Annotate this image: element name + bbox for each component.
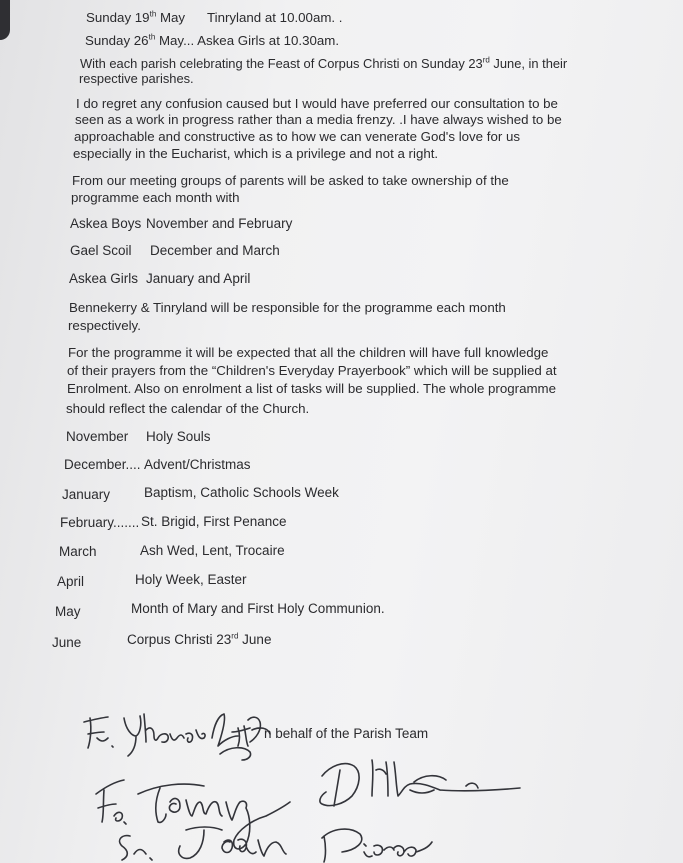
calendar-month: June xyxy=(52,635,82,650)
regret-line-4: especially in the Eucharist, which is a privilege and not a right. xyxy=(73,146,439,161)
regret-line-2: seen as a work in progress rather than a media frenzy. .I have always wished to be xyxy=(75,112,562,127)
signature-fr-thomas-little xyxy=(84,714,270,760)
programme-line-3: Enrolment. Also on enrolment a list of tasks will be supplied. The whole programme xyxy=(67,381,557,396)
programme-line-1: For the programme it will be expected that all the children will have full knowledge xyxy=(68,345,549,360)
signature-sr-joan-pierse xyxy=(120,827,432,862)
calendar-month: November xyxy=(66,429,129,444)
school-name: Gael Scoil xyxy=(70,243,132,258)
signoff-text: n behalf of the Parish Team xyxy=(264,726,429,741)
programme-line-4: should reflect the calendar of the Church. xyxy=(66,401,310,416)
regret-line-3: approachable and constructive as to how we can venerate God's love for us xyxy=(74,129,521,144)
school-name: Askea Boys xyxy=(70,216,142,231)
calendar-theme: St. Brigid, First Penance xyxy=(141,514,287,529)
corpus-paragraph-line-2: respective parishes. xyxy=(79,71,194,86)
school-months: January and April xyxy=(146,271,251,286)
regret-line-1: I do regret any confusion caused but I would have preferred our consultation to be xyxy=(76,96,558,111)
meeting-line-2: programme each month with xyxy=(71,190,240,205)
calendar-theme: Holy Souls xyxy=(146,429,211,444)
schedule-line-1: Sunday 19th May Tinryland at 10.00am. . xyxy=(86,9,343,25)
handwritten-signatures xyxy=(0,690,683,863)
calendar-theme: Ash Wed, Lent, Trocaire xyxy=(140,543,285,558)
calendar-month: February....... xyxy=(60,515,140,530)
programme-line-2: of their prayers from the “Children's Everyday Prayerbook” which will be supplied at xyxy=(67,363,557,378)
schedule-line-2: Sunday 26th May... Askea Girls at 10.30am. xyxy=(85,32,340,48)
calendar-theme: Baptism, Catholic Schools Week xyxy=(144,485,339,500)
meeting-line-1: From our meeting groups of parents will be asked to take ownership of the xyxy=(72,173,509,188)
calendar-month: May xyxy=(55,604,81,619)
bennekerry-line-2: respectively. xyxy=(68,318,141,333)
calendar-month: April xyxy=(57,574,85,589)
calendar-month: January xyxy=(62,487,111,502)
calendar-theme: Corpus Christi 23rd June xyxy=(127,631,272,647)
page-shadow-edge xyxy=(0,0,10,40)
calendar-theme: Advent/Christmas xyxy=(144,457,251,472)
bennekerry-line-1: Bennekerry & Tinryland will be responsible for the programme each month xyxy=(69,300,506,315)
school-months: November and February xyxy=(146,216,293,231)
calendar-theme: Holy Week, Easter xyxy=(135,572,247,587)
calendar-month: March xyxy=(59,544,97,559)
school-months: December and March xyxy=(150,243,280,258)
school-name: Askea Girls xyxy=(69,271,139,286)
calendar-month: December.... xyxy=(64,457,141,472)
calendar-theme: Month of Mary and First Holy Communion. xyxy=(131,601,385,616)
signature-fr-tommy-dillon xyxy=(96,760,520,849)
corpus-paragraph-line-1: With each parish celebrating the Feast of Corpus Christi on Sunday 23rd June, in their xyxy=(80,55,568,71)
